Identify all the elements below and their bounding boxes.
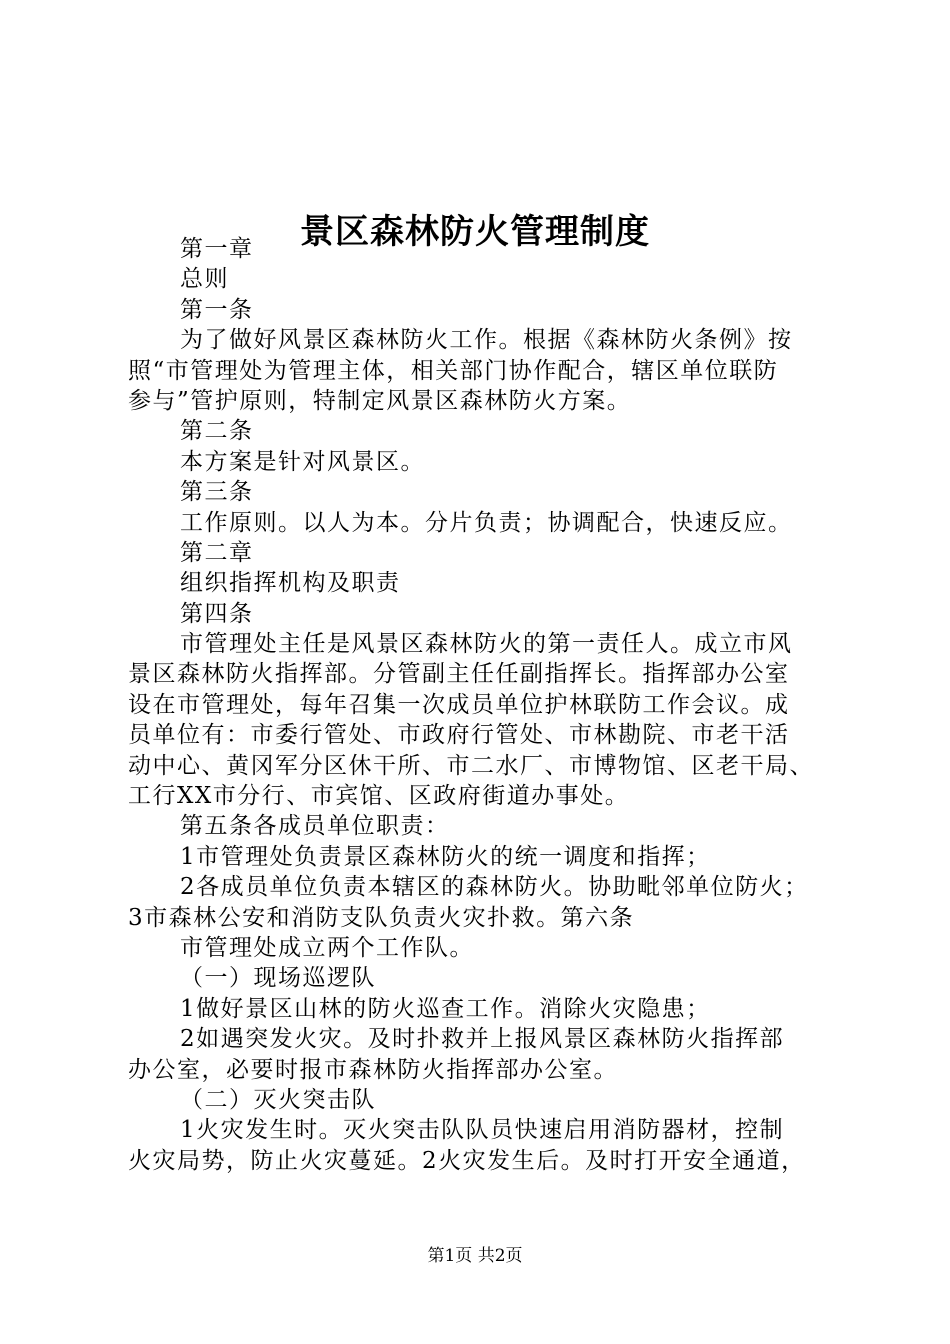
body-line: 办公室，必要时报市森林防火指挥部办公室。 xyxy=(128,1056,618,1083)
body-line: 设在市管理处，每年召集一次成员单位护林联防工作会议。成 xyxy=(128,691,790,718)
body-line: 组织指挥机构及职责 xyxy=(180,570,401,597)
body-line: 照“市管理处为管理主体，相关部门协作配合，辖区单位联防 xyxy=(128,357,779,384)
body-line: 参与”管护原则，特制定风景区森林防火方案。 xyxy=(128,387,632,414)
body-line: 本方案是针对风景区。 xyxy=(180,448,425,475)
body-line: 第一章 xyxy=(180,236,254,262)
body-line: 3市森林公安和消防支队负责火灾扑救。第六条 xyxy=(128,904,635,931)
body-line: 总则 xyxy=(180,266,229,293)
body-line: （二）灭火突击队 xyxy=(180,1086,376,1113)
body-line: 第四条 xyxy=(180,600,254,627)
body-line: 市管理处成立两个工作队。 xyxy=(180,934,474,961)
page-footer: 第1页 共2页 xyxy=(427,1246,523,1266)
body-line: 市管理处主任是风景区森林防火的第一责任人。成立市风 xyxy=(180,631,793,658)
document-body xyxy=(128,234,848,1176)
document-title: 景区森林防火管理制度 xyxy=(300,211,650,252)
body-line: 为了做好风景区森林防火工作。根据《森林防火条例》按 xyxy=(180,327,793,354)
body-line: 1火灾发生时。灭火突击队队员快速启用消防器材，控制 xyxy=(180,1117,785,1144)
body-line: 动中心、黄冈军分区休干所、市二水厂、市博物馆、区老干局、 xyxy=(128,752,814,779)
body-line: 2如遇突发火灾。及时扑救并上报风景区森林防火指挥部 xyxy=(180,1026,785,1053)
body-line: 工作原则。以人为本。分片负责；协调配合，快速反应。 xyxy=(180,509,793,536)
body-line: 第二章 xyxy=(180,539,254,566)
body-line: （一）现场巡逻队 xyxy=(180,965,376,992)
body-line: 2各成员单位负责本辖区的森林防火。协助毗邻单位防火； xyxy=(180,874,809,901)
body-line: 工行XX市分行、市宾馆、区政府街道办事处。 xyxy=(128,783,630,810)
body-line: 1市管理处负责景区森林防火的统一调度和指挥； xyxy=(180,843,711,870)
body-line: 员单位有：市委行管处、市政府行管处、市林勘院、市老干活 xyxy=(128,722,790,749)
body-line: 第五条各成员单位职责： xyxy=(180,813,450,840)
body-line: 1做好景区山林的防火巡查工作。消除火灾隐患； xyxy=(180,995,711,1022)
body-line: 景区森林防火指挥部。分管副主任任副指挥长。指挥部办公室 xyxy=(128,661,790,688)
body-line: 火灾局势，防止火灾蔓延。2火灾发生后。及时打开安全通道， xyxy=(128,1147,806,1174)
body-line: 第一条 xyxy=(180,296,254,323)
body-line: 第二条 xyxy=(180,418,254,445)
body-line: 第三条 xyxy=(180,479,254,506)
